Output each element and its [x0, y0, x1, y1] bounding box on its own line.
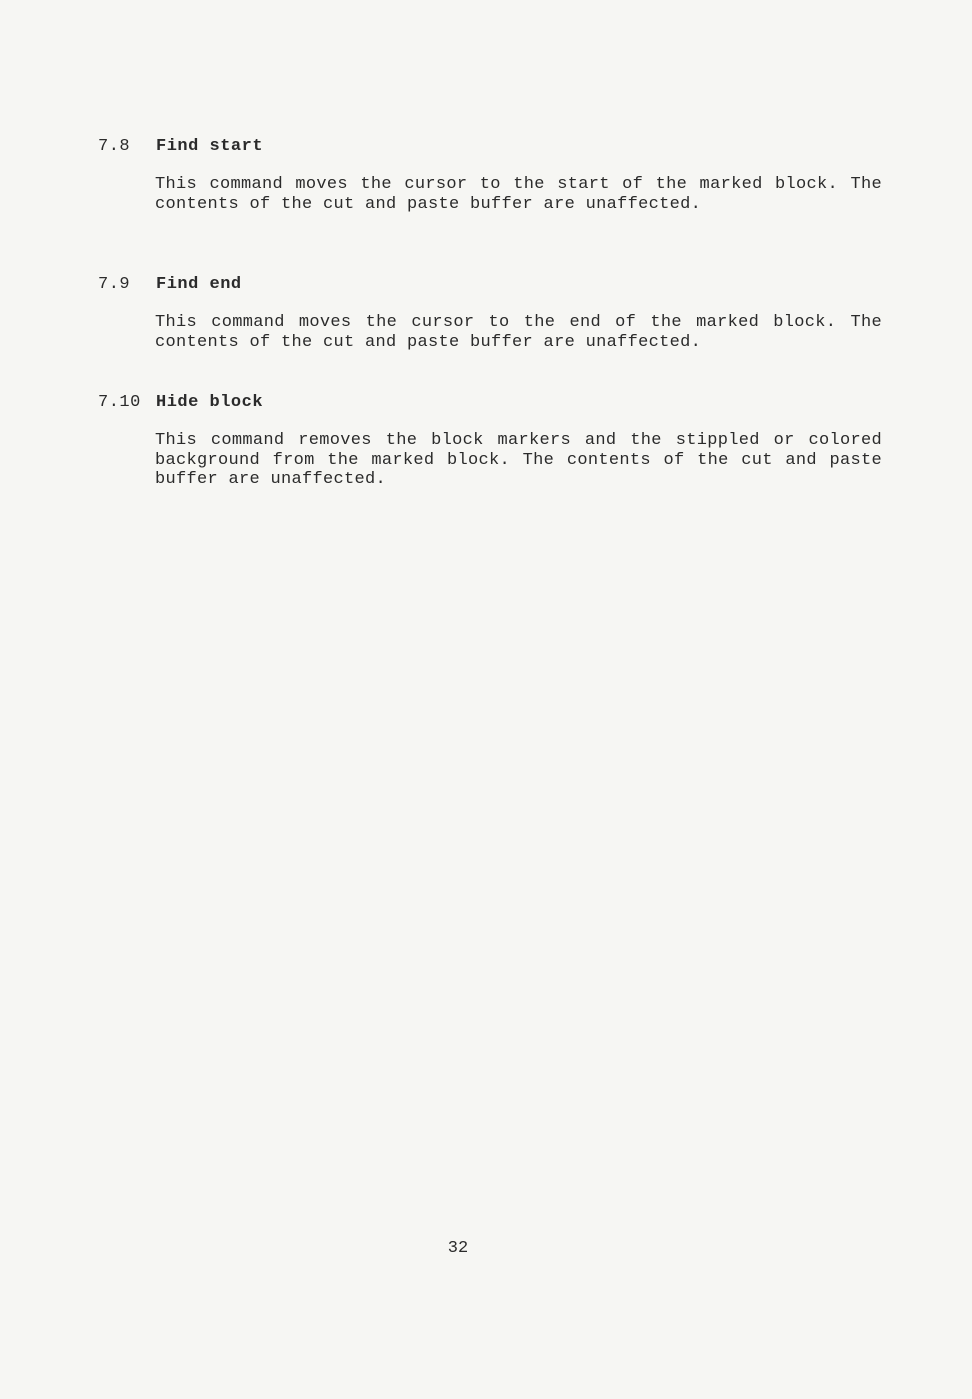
section-number: 7.9: [98, 275, 131, 294]
section-number: 7.8: [98, 137, 131, 156]
section-heading: [98, 393, 888, 413]
section-title: Find start: [156, 137, 264, 156]
section-body: This command moves the cursor to the end of the marked block. The contents of the cut and paste buffer are unaffected.: [155, 313, 882, 352]
section-heading: [98, 275, 888, 295]
section-title: Find end: [156, 275, 242, 294]
section-find-end: [98, 275, 888, 352]
section-number: 7.10: [98, 393, 141, 412]
section-heading: [98, 137, 888, 157]
section-title: Hide block: [156, 393, 264, 412]
page-number: 32: [447, 1239, 469, 1258]
section-find-start: [98, 137, 888, 214]
section-body: This command moves the cursor to the start of the marked block. The contents of the cut and paste buffer are unaffected.: [155, 175, 882, 214]
section-hide-block: [98, 393, 888, 490]
section-body: This command removes the block markers and the stippled or colored background from the marked block. The contents of the cut and paste buffer are unaffected.: [155, 431, 882, 489]
